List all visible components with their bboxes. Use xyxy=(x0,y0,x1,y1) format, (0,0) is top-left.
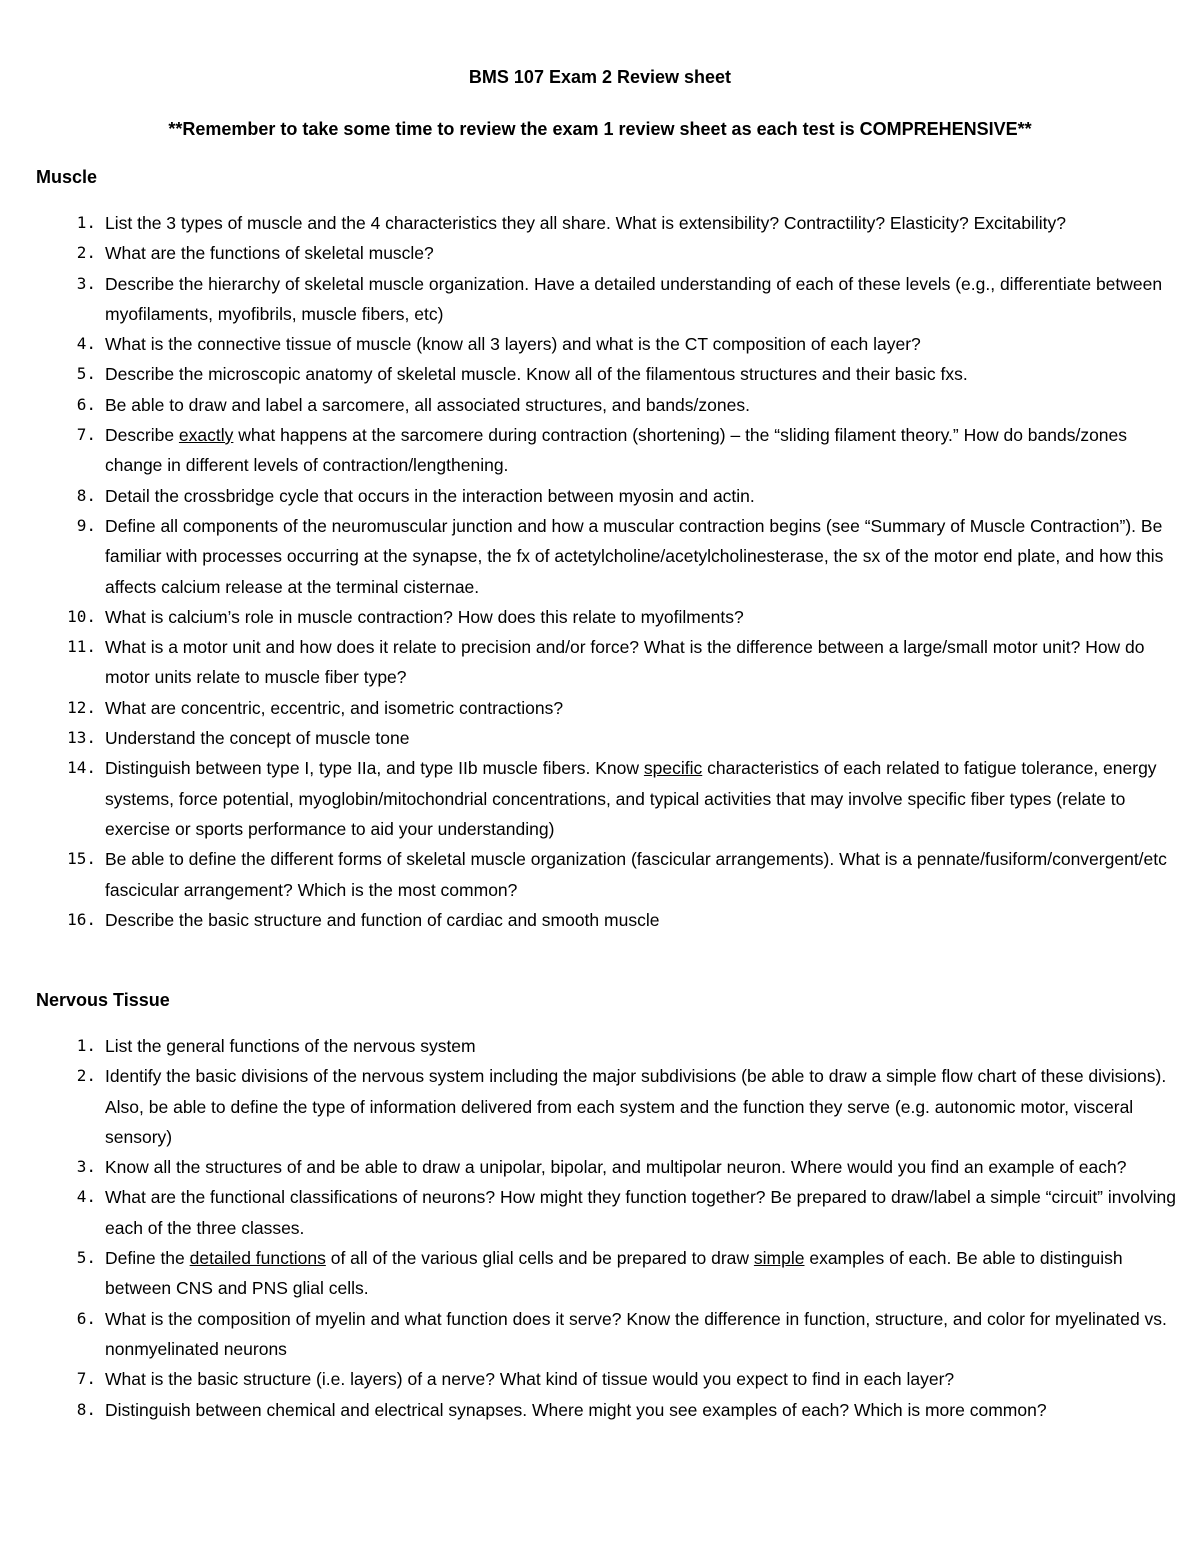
emphasized-text: simple xyxy=(753,1248,805,1269)
comprehensive-reminder: **Remember to take some time to review the exam 1 review sheet as each test is COMPREHENSIVE** xyxy=(168,119,1032,139)
question-number: 7. xyxy=(76,1369,96,1389)
question-text xyxy=(105,213,1066,233)
question-item xyxy=(36,1031,1176,1061)
emphasized-text: detailed functions xyxy=(189,1248,326,1269)
question-text-segment: Know all the structures of and be able to draw a unipolar, bipolar, and multipolar neuron. Where would you find an example of each? xyxy=(105,1157,1127,1178)
question-text xyxy=(105,1400,1047,1420)
question-text xyxy=(105,1248,1123,1298)
emphasized-text: specific xyxy=(643,758,703,779)
question-text xyxy=(105,1066,1166,1147)
nervous-question-list xyxy=(36,1031,1176,1425)
question-text-segment: examples of each. Be able to distinguish between CNS and PNS glial cells. xyxy=(105,1248,1123,1299)
question-item xyxy=(36,723,1176,753)
question-text xyxy=(105,849,1167,899)
question-number: 6. xyxy=(76,1308,96,1328)
question-text xyxy=(105,274,1162,324)
question-text xyxy=(105,1157,1126,1177)
question-text-segment: Distinguish between chemical and electrical synapses. Where might you see examples of each? Which is more common? xyxy=(105,1399,1047,1420)
question-item xyxy=(36,238,1176,268)
question-number: 4. xyxy=(76,334,96,354)
question-item xyxy=(36,632,1176,693)
question-item xyxy=(36,693,1176,723)
question-text xyxy=(105,1309,1167,1359)
question-text-segment: Distinguish between type I, type IIa, and type IIb muscle fibers. Know xyxy=(105,758,644,779)
question-text xyxy=(105,698,563,718)
question-number: 2. xyxy=(76,1066,96,1086)
question-item xyxy=(36,1395,1176,1425)
question-item xyxy=(36,208,1176,238)
question-text-segment: Describe the basic structure and function of cardiac and smooth muscle xyxy=(105,909,660,930)
question-text xyxy=(105,637,1145,687)
question-number: 9. xyxy=(76,515,96,535)
question-number: 5. xyxy=(76,1248,96,1268)
question-number: 8. xyxy=(76,1399,96,1419)
question-text-segment: Be able to define the different forms of skeletal muscle organization (fascicular arrangements). What is a pennate/fusiform/convergent/etc fascicular arrangement? Which is the most common? xyxy=(105,849,1167,900)
question-number: 6. xyxy=(76,394,96,414)
question-number: 15. xyxy=(67,849,96,869)
question-text-segment: Define the xyxy=(105,1248,190,1269)
document-title: BMS 107 Exam 2 Review sheet xyxy=(468,67,732,87)
question-text-segment: List the 3 types of muscle and the 4 characteristics they all share. What is extensibility? Contractility? Elasticity? Excitability? xyxy=(105,213,1066,233)
question-text-segment: Identify the basic divisions of the nervous system including the major subdivisions (be able to draw a simple flow chart of these divisions). Also, be able to define the type of information delivered from each system and the function they serve (e.g. autonomic motor, visceral sensory) xyxy=(105,1066,1167,1147)
question-number: 8. xyxy=(76,485,96,505)
emphasized-text: exactly xyxy=(178,425,234,446)
question-item xyxy=(36,1364,1176,1394)
question-text-segment: Be able to draw and label a sarcomere, all associated structures, and bands/zones. xyxy=(105,394,750,415)
question-item xyxy=(36,844,1176,905)
question-text-segment: What are concentric, eccentric, and isometric contractions? xyxy=(105,697,564,718)
section-heading-nervous-tissue: Nervous Tissue xyxy=(36,990,170,1010)
question-number: 3. xyxy=(76,273,96,293)
question-text-segment: What is calcium’s role in muscle contraction? How does this relate to myofilments? xyxy=(105,606,744,627)
question-text xyxy=(105,1036,476,1056)
question-text-segment: Define all components of the neuromuscular junction and how a muscular contraction begins (see “Summary of Muscle Contraction”). Be familiar with processes occurring at the synapse, the fx of actetylcholine/acetylcholinesterase, the sx of the motor end plate, and how this affects calcium release at the terminal cisternae. xyxy=(105,515,1164,597)
question-text-segment: What is the basic structure (i.e. layers) of a nerve? What kind of tissue would you expect to find in each layer? xyxy=(105,1369,955,1390)
question-text xyxy=(105,1369,954,1389)
section-heading-muscle: Muscle xyxy=(36,167,98,187)
question-item xyxy=(36,481,1176,511)
question-text-segment: What is the composition of myelin and what function does it serve? Know the difference in function, structure, and color for myelinated vs. nonmyelinated neurons xyxy=(105,1308,1167,1359)
question-item xyxy=(36,1152,1176,1182)
question-number: 4. xyxy=(76,1187,96,1207)
question-number: 3. xyxy=(76,1157,96,1177)
question-text-segment: List the general functions of the nervous system xyxy=(105,1036,476,1056)
question-text xyxy=(105,516,1163,597)
question-number: 7. xyxy=(76,425,96,445)
question-item xyxy=(36,329,1176,359)
question-item xyxy=(36,1182,1176,1243)
question-text xyxy=(105,758,1157,839)
question-item xyxy=(36,905,1176,935)
question-item xyxy=(36,1304,1176,1365)
question-number: 12. xyxy=(67,697,96,717)
question-item xyxy=(36,753,1176,844)
question-text-segment: Describe the hierarchy of skeletal muscle organization. Have a detailed understanding of each of these levels (e.g., differentiate between myofilaments, myofibrils, muscle fibers, etc) xyxy=(105,273,1163,324)
question-text xyxy=(105,425,1127,475)
question-text-segment: Understand the concept of muscle tone xyxy=(105,728,410,749)
question-text-segment: Describe xyxy=(105,425,179,446)
question-item xyxy=(36,390,1176,420)
question-text-segment: Describe the microscopic anatomy of skeletal muscle. Know all of the filamentous structures and their basic fxs. xyxy=(105,364,968,385)
question-item xyxy=(36,511,1176,602)
question-text-segment: What are the functional classifications of neurons? How might they function together? Be prepared to draw/label a simple “circuit” involving each of the three classes. xyxy=(105,1187,1176,1238)
question-item xyxy=(36,269,1176,330)
question-item xyxy=(36,420,1176,481)
question-text xyxy=(105,1187,1176,1237)
question-item xyxy=(36,1243,1176,1304)
question-text xyxy=(105,728,410,748)
question-text-segment: characteristics of each related to fatigue tolerance, energy systems, force potential, myoglobin/mitochondrial concentrations, and typical activities that may involve specific fiber types (relate to exercise or sports performance to aid your understanding) xyxy=(105,758,1157,839)
question-text-segment: of all of the various glial cells and be prepared to draw xyxy=(325,1248,754,1269)
question-number: 13. xyxy=(67,728,96,748)
question-number: 1. xyxy=(76,213,96,232)
question-number: 5. xyxy=(76,364,96,384)
question-number: 14. xyxy=(67,758,96,778)
question-number: 1. xyxy=(76,1036,96,1055)
question-text xyxy=(105,910,659,930)
question-item xyxy=(36,1061,1176,1152)
muscle-question-list xyxy=(36,208,1176,935)
question-text-segment: Detail the crossbridge cycle that occurs in the interaction between myosin and actin. xyxy=(105,485,755,506)
question-text xyxy=(105,607,744,627)
question-text-segment: What are the functions of skeletal muscle? xyxy=(105,243,434,264)
question-number: 11. xyxy=(67,637,96,657)
question-number: 10. xyxy=(67,606,96,626)
question-text-segment: what happens at the sarcomere during contraction (shortening) – the “sliding filament theory.” How do bands/zones change in different levels of contraction/lengthening. xyxy=(105,425,1128,476)
question-text xyxy=(105,486,755,506)
question-text xyxy=(105,395,750,415)
question-text xyxy=(105,334,921,354)
question-text-segment: What is the connective tissue of muscle (know all 3 layers) and what is the CT composition of each layer? xyxy=(105,334,921,355)
question-item xyxy=(36,602,1176,632)
question-text xyxy=(105,364,968,384)
question-text-segment: What is a motor unit and how does it relate to precision and/or force? What is the difference between a large/small motor unit? How do motor units relate to muscle fiber type? xyxy=(105,637,1145,688)
question-number: 16. xyxy=(67,909,96,929)
question-number: 2. xyxy=(76,243,96,263)
question-item xyxy=(36,359,1176,389)
question-text xyxy=(105,243,434,263)
